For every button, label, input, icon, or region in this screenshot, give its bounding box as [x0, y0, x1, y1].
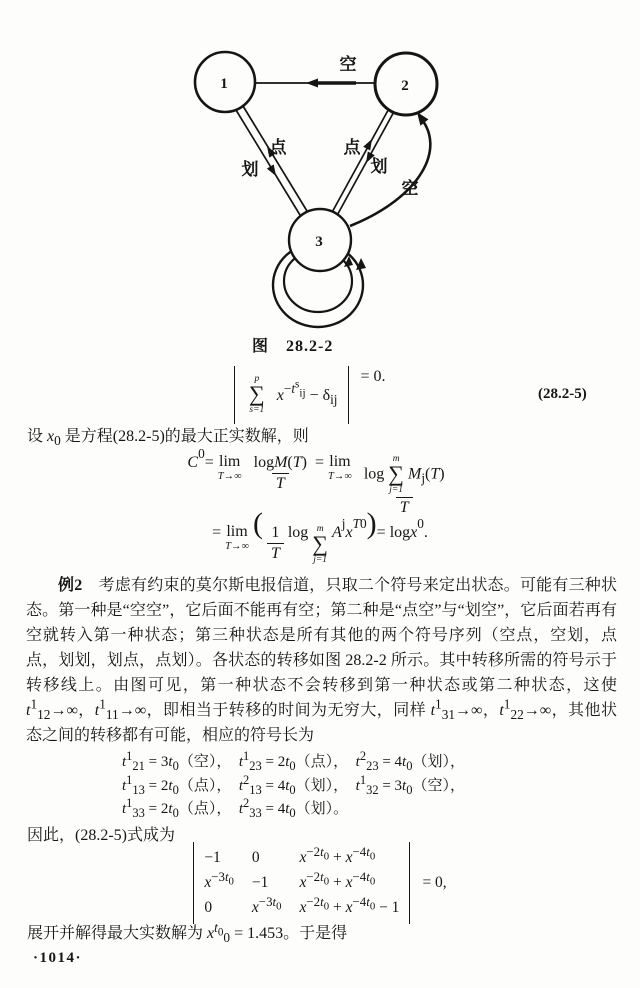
det-cell: $x^{-3t_0}$ [251, 893, 282, 916]
det-cell: $x^{-3t_0}$ [204, 868, 234, 891]
edge-label-dash-left: 划 [241, 160, 259, 179]
det-cell: −1 [251, 874, 269, 891]
state-node-3-label: 3 [315, 234, 323, 250]
symbol-length-line-3: $t^1_{33} = 2t_0$（点）， $t^2_{33} = 4t_0$（划）。 [122, 796, 349, 820]
symbol-length-line-2: $t^1_{13} = 2t_0$（点）， $t^2_{13} = 4t_0$（划）， $t^1_{32} = 3t_0$（空）， [122, 772, 465, 797]
state-node-1-label: 1 [220, 76, 228, 92]
paragraph-example-2: 例2 考虑有约束的莫尔斯电报信道，只取二个符号来定出状态。可能有三种状态。第一种是“空空”，它后面不能再有空；第二种是“点空”与“划空”，它后面若再有空就转入第一种状态；第三种状态是所有其他的两个符号序列（空点，空划，点点，划划，划点，点划）。各状态的转移如图 28.2-2 所示。其中转移所需的符号示于转移线上。由图可见，第一种状态不会转移到第一种状态或第二种状态，这使 $t^1_{12}\to\infty$，$t^1_{11}\to\infty$，即相当于转移的时间为无穷大，同样 $t^1_{31}\to\infty$，$t^1_{22}\to\infty$，其他状态之间的转移都有可能，相应的符号长为 [26, 577, 617, 744]
text-therefore: 因此，(28.2-5)式成为 [27, 827, 175, 844]
det-cell: −1 [204, 849, 221, 866]
edge-2-3-arrow-up-icon [363, 139, 372, 151]
equation-c0-line2: = lim T→∞ ( $\frac{1}{T}$ log m ∑ j=1 A j x T 0 ) = log x 0 . [212, 507, 428, 566]
det-cell: 0 [204, 899, 213, 916]
figure-caption: 图 28.2-2 [252, 338, 334, 355]
text-expand-solve: 展开并解得最大实数解为 $x^{t_0}_0 = 1.453$。于是得 [27, 919, 348, 946]
edge-label-space-top: 空 [339, 55, 357, 74]
edge-1-3-arrow-down-icon [267, 164, 276, 176]
edge-3-to-2-arrow-icon [417, 112, 428, 126]
page-number: ·1014· [33, 950, 83, 966]
equation-c0-line1: C 0 = lim T→∞ $\frac{\log M(T)}{T}$ = lim T→∞ log m ∑ j=1 $M_j(T)$ T [187, 446, 445, 516]
edge-2-to-1-arrow-icon [306, 79, 318, 88]
equation-28-2-5 [234, 366, 386, 424]
symbol-length-line-1: $t^1_{21} = 3t_0$（空）， $t^1_{23} = 2t_0$（点）， $t^2_{23} = 4t_0$（划）， [122, 749, 465, 773]
det-cell: $x^{-2t_0} + x^{-4t_0} - 1$ [299, 893, 400, 916]
eq5-body: p ∑ s=1 $x^{-t^s_{ij}} - \delta_{ij}$ [234, 366, 349, 424]
eq5-rhs: = 0. [360, 368, 386, 385]
state-transition-diagram [0, 0, 640, 350]
equation-number-28-2-5: (28.2-5) [538, 386, 587, 402]
edge-label-dash-right: 划 [370, 157, 388, 176]
edge-label-dot-right: 点 [343, 138, 361, 157]
det-cell: 0 [251, 849, 260, 866]
det-cell: $x^{-2t_0} + x^{-4t_0}$ [299, 868, 376, 891]
text-set-x0: 设 $x_0$ 是方程(28.2-5)的最大正实数解，则 [27, 428, 309, 449]
edge-label-space-curve: 空 [401, 179, 419, 198]
state-node-2-label: 2 [401, 78, 409, 94]
edge-1-3-line-b [243, 106, 307, 211]
edge-label-dot-left: 点 [269, 138, 287, 157]
equation-determinant [0, 842, 640, 924]
det-cell: $x^{-2t_0} + x^{-4t_0}$ [299, 843, 376, 866]
symbol-length-list [122, 751, 465, 822]
determinant-matrix [193, 842, 410, 924]
determinant-rhs: = 0, [422, 874, 447, 891]
